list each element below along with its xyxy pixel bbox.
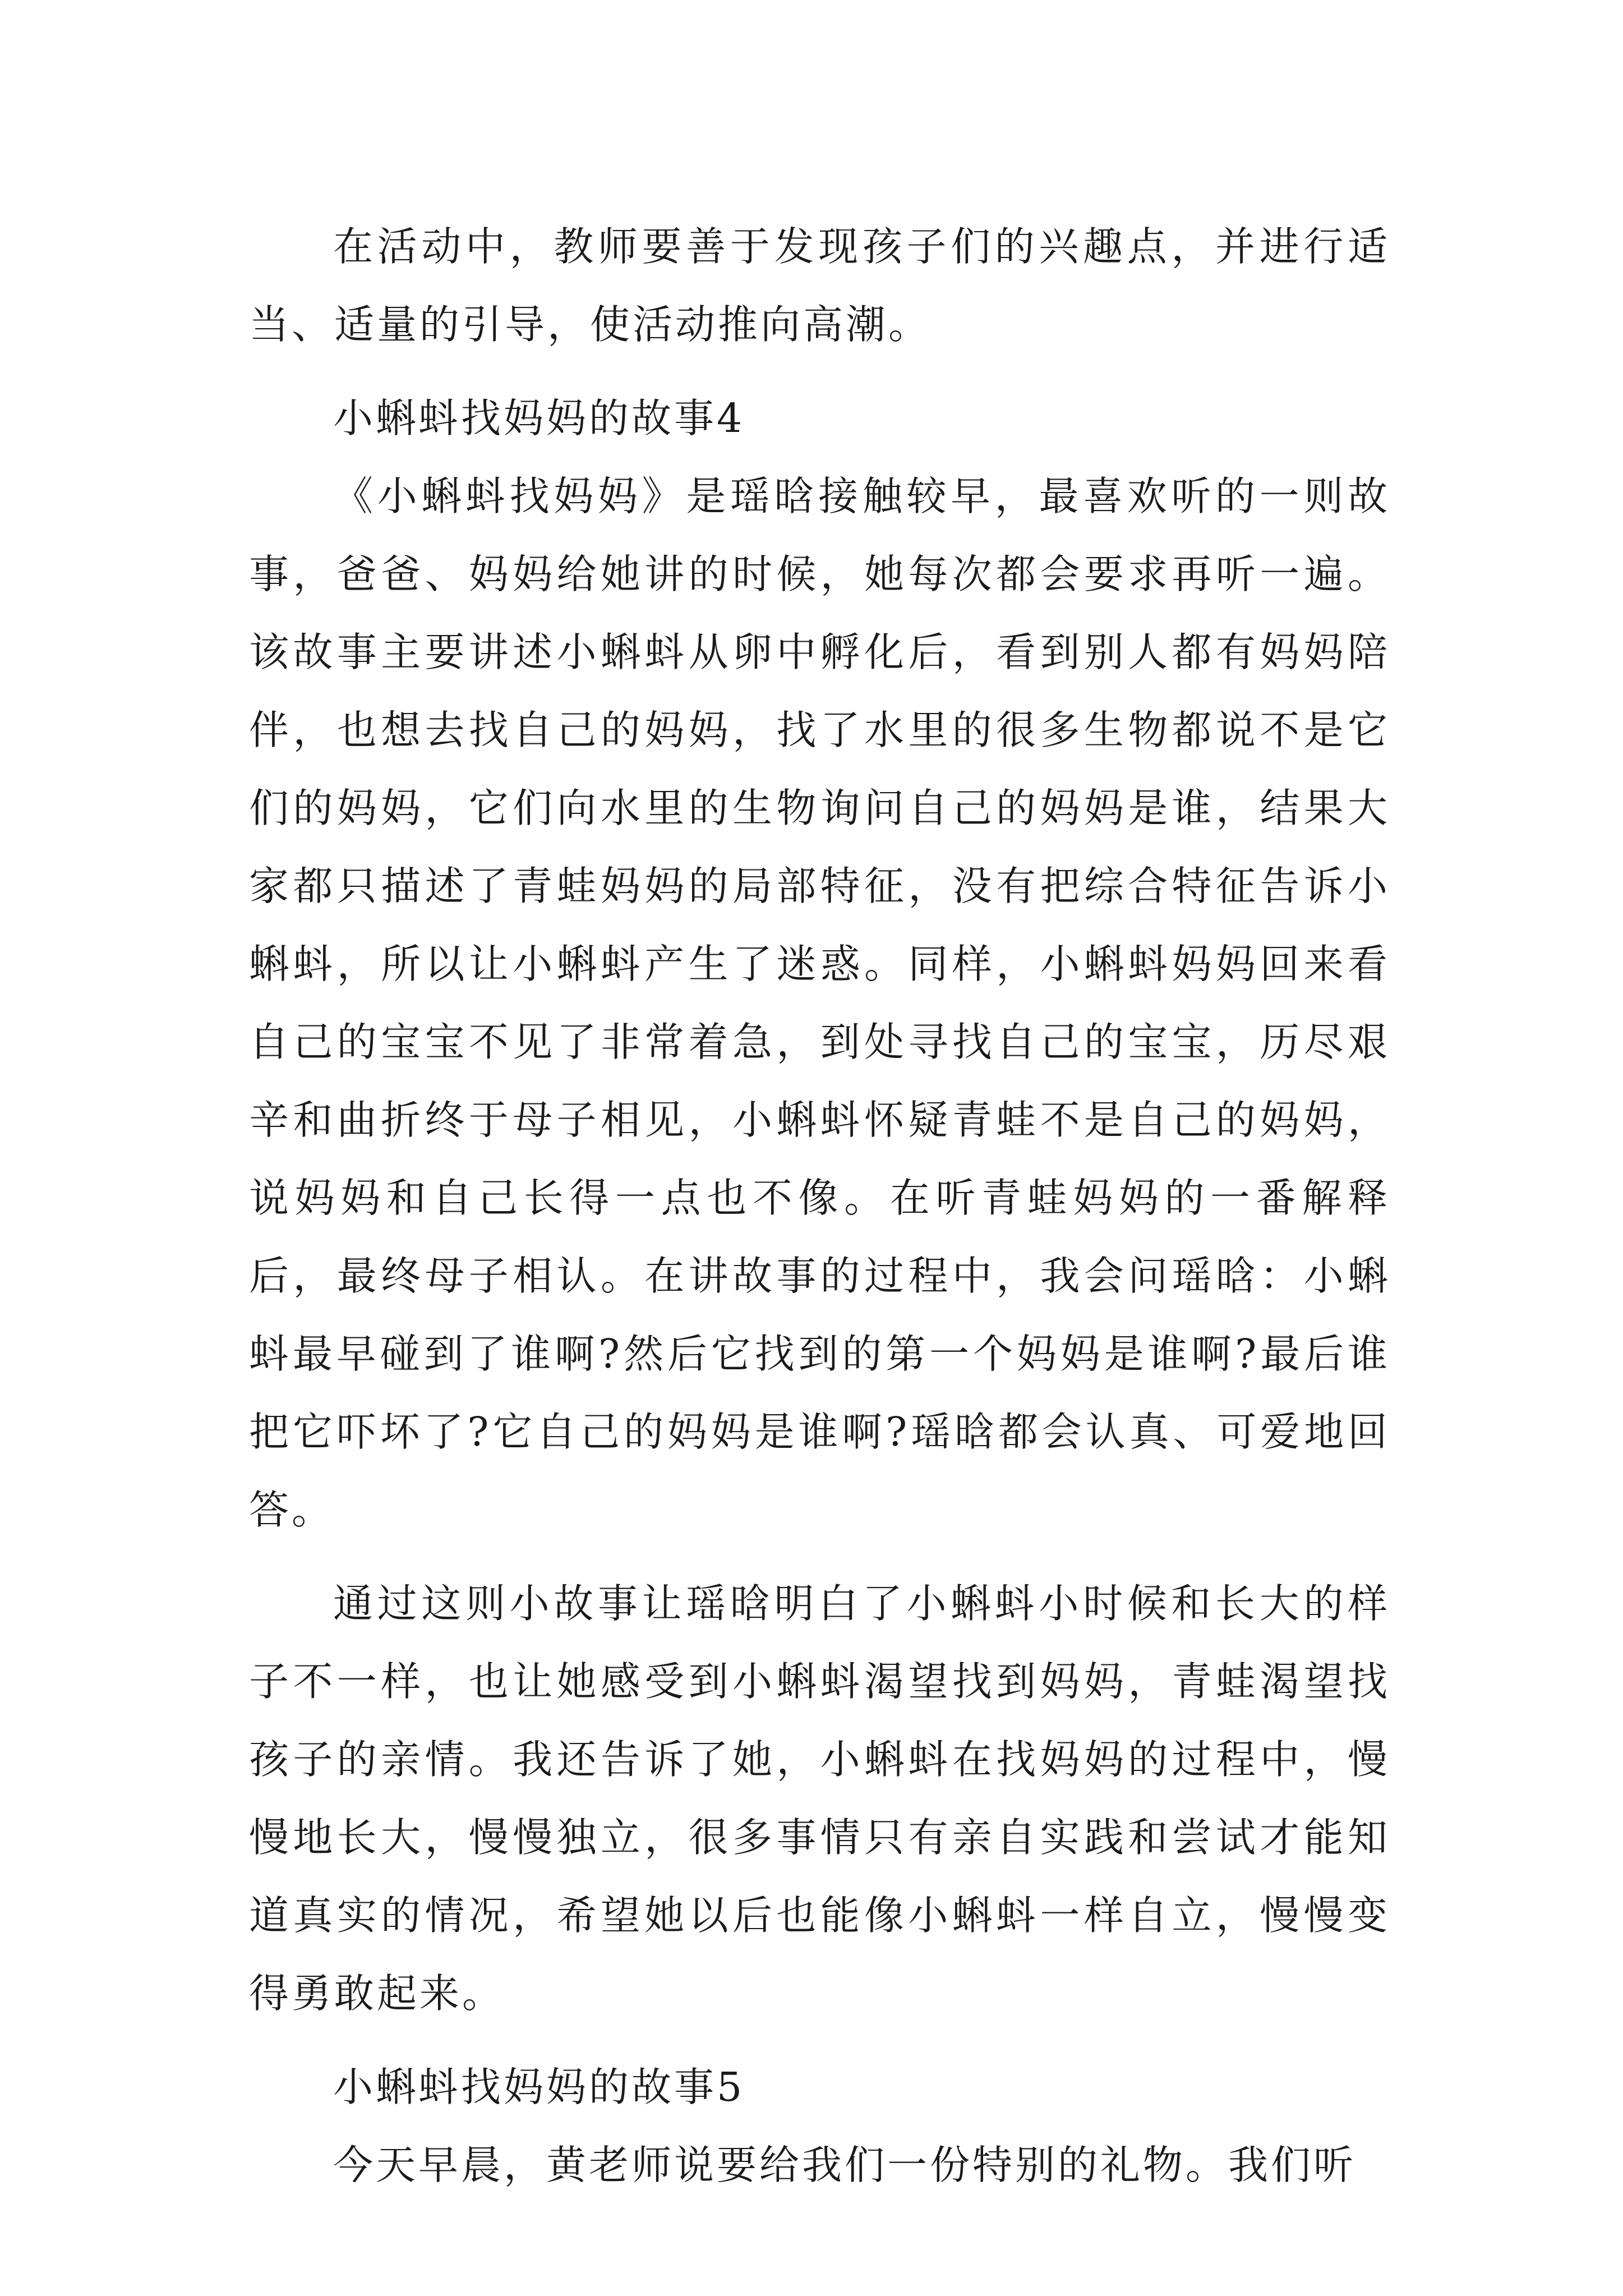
- section-heading-story-5: 小蝌蚪找妈妈的故事5: [333, 2064, 745, 2110]
- section-heading-story-4: 小蝌蚪找妈妈的故事4: [333, 395, 745, 441]
- paragraph-story-lesson: 通过这则小故事让瑶晗明白了小蝌蚪小时候和长大的样子不一样，也让她感受到小蝌蚪渴望找到妈妈，青蛙渴望找孩子的亲情。我还告诉了她，小蝌蚪在找妈妈的过程中，慢慢地长大，慢慢独立，很多事情只有亲自实践和尝试才能知道真实的情况，希望她以后也能像小蝌蚪一样自立，慢慢变得勇敢起来。: [249, 1580, 1390, 2017]
- paragraph-story-summary: 《小蝌蚪找妈妈》是瑶晗接触较早，最喜欢听的一则故事，爸爸、妈妈给她讲的时候，她每次都会要求再听一遍。该故事主要讲述小蝌蚪从卵中孵化后，看到别人都有妈妈陪伴，也想去找自己的妈妈，找了水里的很多生物都说不是它们的妈妈，它们向水里的生物询问自己的妈妈是谁，结果大家都只描述了青蛙妈妈的局部特征，没有把综合特征告诉小蝌蚪，所以让小蝌蚪产生了迷惑。同样，小蝌蚪妈妈回来看自己的宝宝不见了非常着急，到处寻找自己的宝宝，历尽艰辛和曲折终于母子相见，小蝌蚪怀疑青蛙不是自己的妈妈，说妈妈和自己长得一点也不像。在听青蛙妈妈的一番解释后，最终母子相认。在讲故事的过程中，我会问瑶晗：小蝌蚪最早碰到了谁啊?然后它找到的第一个妈妈是谁啊?最后谁把它吓坏了?它自己的妈妈是谁啊?瑶晗都会认真、可爱地回答。: [249, 473, 1390, 1533]
- paragraph-morning-gift: 今天早晨，黄老师说要给我们一份特别的礼物。我们听: [333, 2142, 1357, 2188]
- document-body: [249, 208, 1390, 2204]
- paragraph-activity-guidance: 在活动中，教师要善于发现孩子们的兴趣点，并进行适当、适量的引导，使活动推向高潮。: [249, 223, 1390, 348]
